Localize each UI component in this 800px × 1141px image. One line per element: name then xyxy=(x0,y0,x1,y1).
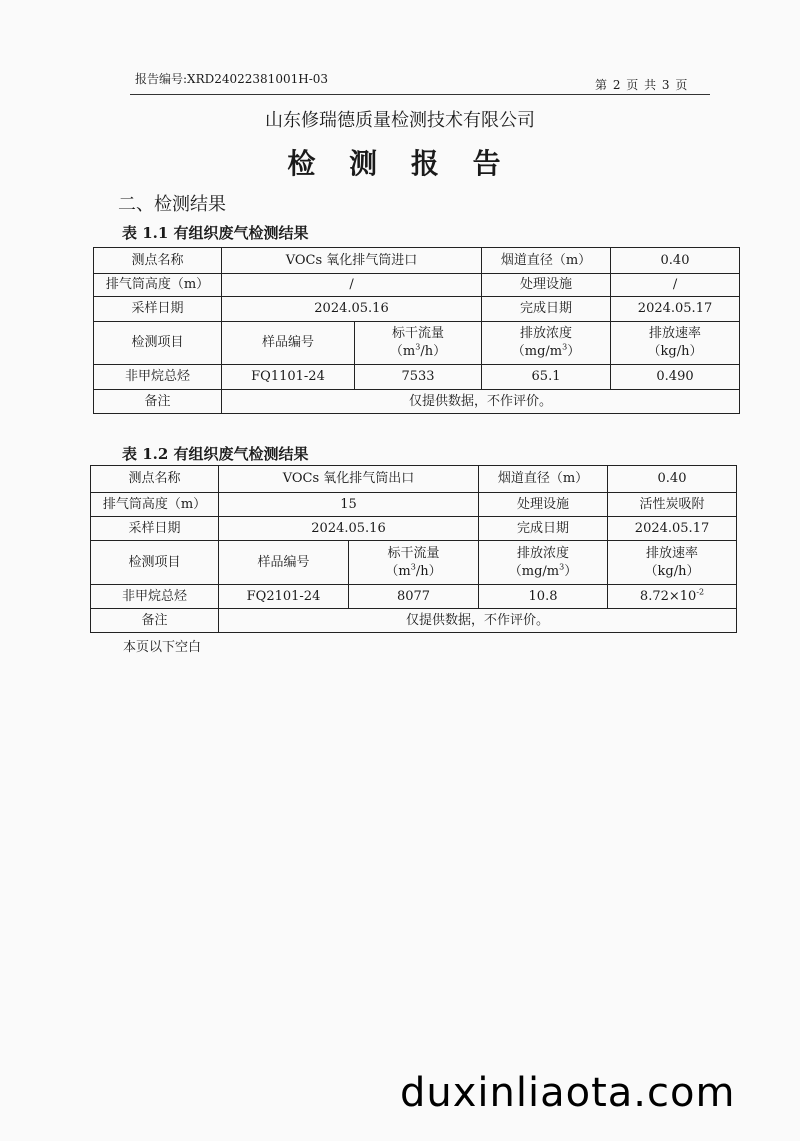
section-title: 二、检测结果 xyxy=(118,194,226,215)
table-row xyxy=(91,609,737,633)
table-row xyxy=(94,248,740,274)
finish-date-label: 完成日期 xyxy=(482,297,611,322)
page-indicator: 第 2 页 共 3 页 xyxy=(595,78,689,92)
diameter-label: 烟道直径（m） xyxy=(479,466,608,493)
concentration-value: 10.8 xyxy=(479,585,608,609)
item-name: 非甲烷总烃 xyxy=(91,585,219,609)
finish-date-value: 2024.05.17 xyxy=(611,297,740,322)
table-row xyxy=(91,493,737,517)
col-sample-no: 样品编号 xyxy=(219,541,349,585)
col-item: 检测项目 xyxy=(91,541,219,585)
col-flow: 标干流量 $(m^3/h)$ xyxy=(355,322,482,365)
site-watermark: duxinliaota.com xyxy=(400,1070,736,1116)
table-row xyxy=(91,585,737,609)
facility-label: 处理设施 xyxy=(479,493,608,517)
table-caption: 表 1.1 有组织废气检测结果 xyxy=(122,224,309,242)
sample-date-value: 2024.05.16 xyxy=(222,297,482,322)
remark-value: 仅提供数据，不作评价。 xyxy=(222,390,740,414)
company-name: 山东修瑞德质量检测技术有限公司 xyxy=(265,110,535,131)
finish-date-value: 2024.05.17 xyxy=(608,517,737,541)
point-label: 测点名称 xyxy=(94,248,222,274)
flow-value: 7533 xyxy=(355,365,482,390)
header-divider xyxy=(130,94,710,95)
rate-value: $8.72\times 10^{-2}$ xyxy=(608,585,737,609)
table-row xyxy=(94,274,740,297)
item-name: 非甲烷总烃 xyxy=(94,365,222,390)
finish-date-label: 完成日期 xyxy=(479,517,608,541)
col-flow: 标干流量 $(m^3/h)$ xyxy=(349,541,479,585)
diameter-value: 0.40 xyxy=(611,248,740,274)
table-header-row xyxy=(91,541,737,585)
remark-label: 备注 xyxy=(91,609,219,633)
report-title: 检 测 报 告 xyxy=(287,147,513,180)
diameter-value: 0.40 xyxy=(608,466,737,493)
point-value: VOCs 氧化排气筒进口 xyxy=(222,248,482,274)
flow-value: 8077 xyxy=(349,585,479,609)
table-row xyxy=(94,390,740,414)
table-row xyxy=(94,297,740,322)
height-value: / xyxy=(222,274,482,297)
facility-label: 处理设施 xyxy=(482,274,611,297)
concentration-value: 65.1 xyxy=(482,365,611,390)
report-number: 报告编号:XRD24022381001H-03 xyxy=(135,72,329,86)
rate-value: 0.490 xyxy=(611,365,740,390)
diameter-label: 烟道直径（m） xyxy=(482,248,611,274)
sample-date-label: 采样日期 xyxy=(91,517,219,541)
table-row xyxy=(91,466,737,493)
col-rate: 排放速率 （kg/h） xyxy=(611,322,740,365)
col-sample-no: 样品编号 xyxy=(222,322,355,365)
height-value: 15 xyxy=(219,493,479,517)
blank-page-note: 本页以下空白 xyxy=(123,640,202,655)
sample-number: FQ1101-24 xyxy=(222,365,355,390)
table-header-row xyxy=(94,322,740,365)
sample-number: FQ2101-24 xyxy=(219,585,349,609)
point-label: 测点名称 xyxy=(91,466,219,493)
sample-date-label: 采样日期 xyxy=(94,297,222,322)
col-concentration: 排放浓度 $(mg/m^3)$ xyxy=(479,541,608,585)
table-row xyxy=(91,517,737,541)
table-row xyxy=(94,365,740,390)
results-table-1 xyxy=(93,247,740,414)
results-table-2 xyxy=(90,465,737,633)
height-label: 排气筒高度（m） xyxy=(94,274,222,297)
sample-date-value: 2024.05.16 xyxy=(219,517,479,541)
table-caption: 表 1.2 有组织废气检测结果 xyxy=(122,445,309,463)
facility-value: / xyxy=(611,274,740,297)
facility-value: 活性炭吸附 xyxy=(608,493,737,517)
col-rate: 排放速率 （kg/h） xyxy=(608,541,737,585)
col-concentration: 排放浓度 $(mg/m^3)$ xyxy=(482,322,611,365)
height-label: 排气筒高度（m） xyxy=(91,493,219,517)
point-value: VOCs 氧化排气筒出口 xyxy=(219,466,479,493)
remark-value: 仅提供数据，不作评价。 xyxy=(219,609,737,633)
col-item: 检测项目 xyxy=(94,322,222,365)
remark-label: 备注 xyxy=(94,390,222,414)
